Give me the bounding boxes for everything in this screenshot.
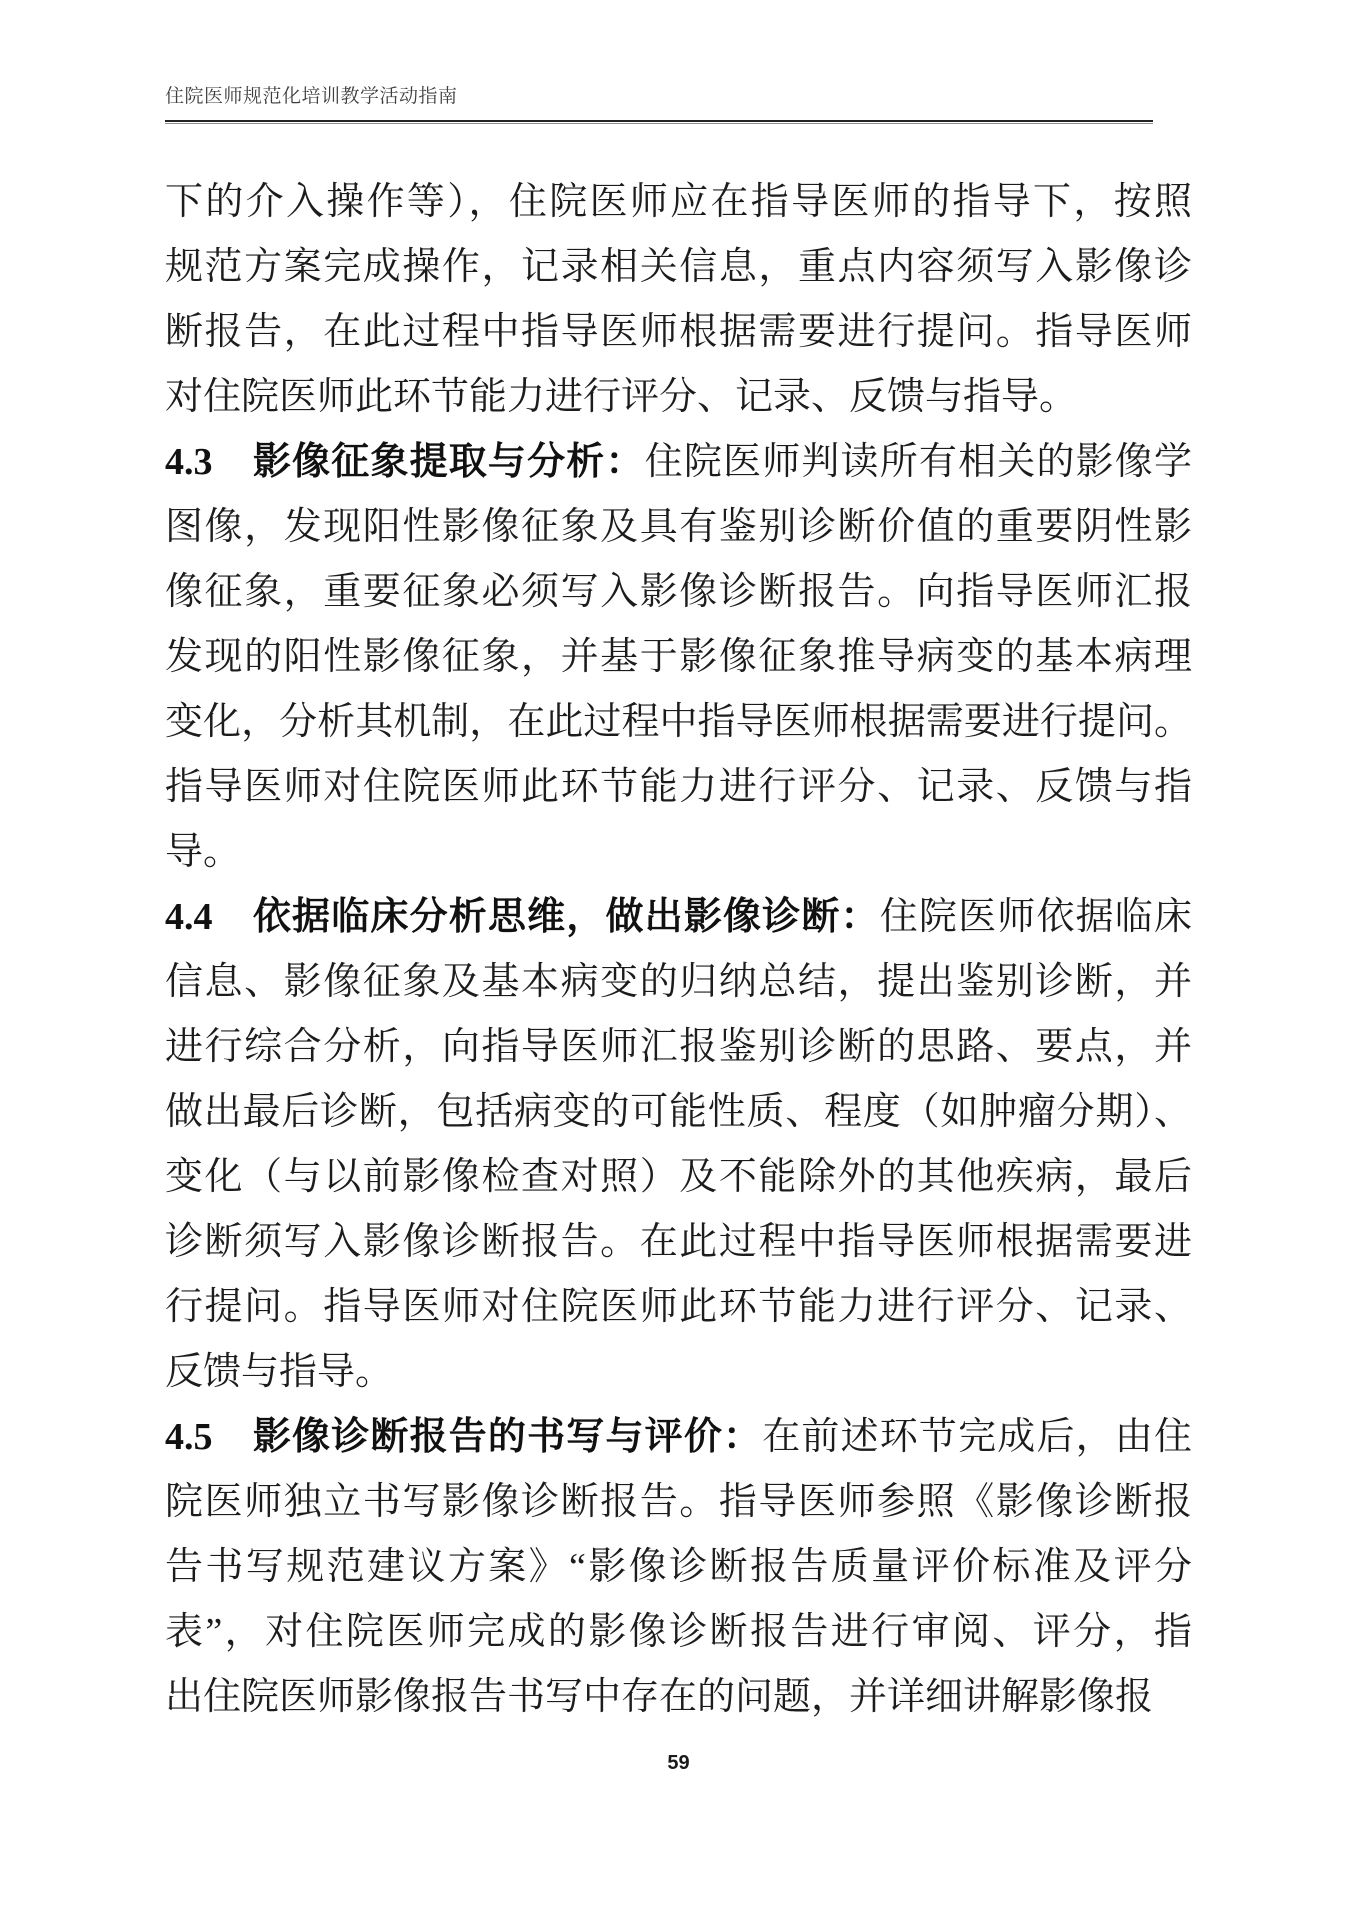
text-run: 反馈与指导。: [165, 1351, 394, 1393]
text-run: 导。: [165, 831, 242, 873]
page-footer: [165, 1752, 1192, 1775]
text-line: [165, 1535, 1192, 1600]
document-body: [165, 170, 1192, 1730]
text-run: 变化，分析其机制，在此过程中指导医师根据需要进行提问。: [165, 701, 1192, 743]
text-run: 住院医师判读所有相关的影像学: [644, 441, 1192, 483]
text-line: [165, 625, 1192, 690]
text-run: 诊断须写入影像诊断报告。在此过程中指导医师根据需要进: [165, 1221, 1192, 1263]
text-line: [165, 1470, 1192, 1535]
text-run: 进行综合分析，向指导医师汇报鉴别诊断的思路、要点，并: [165, 1026, 1192, 1068]
text-run: 做出最后诊断，包括病变的可能性质、程度（如肿瘤分期）、: [165, 1091, 1192, 1133]
text-line: [165, 1405, 1192, 1470]
header-rule: [165, 120, 1153, 124]
page-header: [165, 84, 1153, 124]
text-run: 规范方案完成操作，记录相关信息，重点内容须写入影像诊: [165, 246, 1192, 288]
text-run: 表”，对住院医师完成的影像诊断报告进行审阅、评分，指: [165, 1611, 1192, 1653]
text-line: [165, 1340, 1192, 1405]
text-line: [165, 365, 1192, 430]
text-line: [165, 560, 1192, 625]
text-run: 信息、影像征象及基本病变的归纳总结，提出鉴别诊断，并: [165, 961, 1192, 1003]
text-run: 住院医师依据临床: [879, 896, 1192, 938]
text-run: 指导医师对住院医师此环节能力进行评分、记录、反馈与指: [165, 766, 1192, 808]
text-run: 下的介入操作等），住院医师应在指导医师的指导下，按照: [165, 181, 1192, 223]
text-line: [165, 170, 1192, 235]
text-line: [165, 1015, 1192, 1080]
section-heading: 4.4 依据临床分析思维，做出影像诊断：: [165, 896, 880, 938]
text-line: [165, 430, 1192, 495]
text-line: [165, 820, 1192, 885]
text-run: 在前述环节完成后，由住: [762, 1416, 1192, 1458]
text-run: 告书写规范建议方案》“影像诊断报告质量评价标准及评分: [165, 1546, 1192, 1588]
text-line: [165, 1600, 1192, 1665]
text-run: 变化（与以前影像检查对照）及不能除外的其他疾病，最后: [165, 1156, 1192, 1198]
text-line: [165, 950, 1192, 1015]
text-run: 对住院医师此环节能力进行评分、记录、反馈与指导。: [165, 376, 1078, 418]
text-line: [165, 495, 1192, 560]
text-line: [165, 1210, 1192, 1275]
text-run: 发现的阳性影像征象，并基于影像征象推导病变的基本病理: [165, 636, 1192, 678]
header-title: 住院医师规范化培训教学活动指南: [165, 86, 458, 107]
text-run: 院医师独立书写影像诊断报告。指导医师参照《影像诊断报: [165, 1481, 1192, 1523]
text-line: [165, 235, 1192, 300]
text-run: 断报告，在此过程中指导医师根据需要进行提问。指导医师: [165, 311, 1192, 353]
section-heading: 4.3 影像征象提取与分析：: [165, 441, 645, 483]
text-line: [165, 690, 1192, 755]
page-number: 59: [667, 1752, 690, 1774]
text-line: [165, 1275, 1192, 1340]
text-run: 图像，发现阳性影像征象及具有鉴别诊断价值的重要阴性影: [165, 506, 1192, 548]
section-heading: 4.5 影像诊断报告的书写与评价：: [165, 1416, 763, 1458]
text-line: [165, 885, 1192, 950]
text-line: [165, 1080, 1192, 1145]
text-line: [165, 300, 1192, 365]
text-line: [165, 1145, 1192, 1210]
text-run: 像征象，重要征象必须写入影像诊断报告。向指导医师汇报: [165, 571, 1192, 613]
text-run: 出住院医师影像报告书写中存在的问题，并详细讲解影像报: [165, 1676, 1154, 1718]
text-line: [165, 755, 1192, 820]
text-line: [165, 1665, 1192, 1730]
text-run: 行提问。指导医师对住院医师此环节能力进行评分、记录、: [165, 1286, 1192, 1328]
